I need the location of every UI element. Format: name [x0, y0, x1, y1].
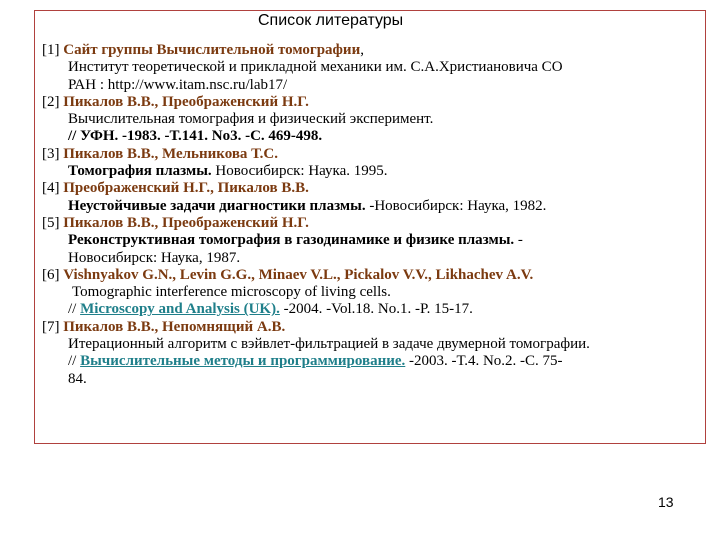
reference-line: РАН : http://www.itam.nsc.ru/lab17/	[68, 76, 288, 93]
reference-publisher: Новосибирск: Наука. 1995.	[211, 163, 388, 180]
reference-line: // УФН. -1983. -Т.141. No3. -С. 469-498.	[68, 128, 323, 145]
reference-authors-suffix: ,	[360, 42, 364, 58]
reference-authors: Преображенский Н.Г., Пикалов В.В.	[63, 180, 309, 197]
reference-authors: Пикалов В.В., Непомнящий А.В.	[63, 318, 286, 335]
reference-number: [3]	[42, 145, 60, 162]
reference-line: Вычислительная томография и физический эксперимент.	[68, 111, 434, 128]
reference-line: Итерационный алгоритм с вэйвлет-фильтрацией в задаче двумерной томографии.	[68, 336, 590, 353]
reference-number: [4]	[42, 180, 60, 197]
reference-publisher: -Новосибирск: Наука, 1982.	[365, 197, 547, 214]
reference-number: [7]	[42, 318, 60, 335]
reference-item-5	[42, 215, 702, 267]
reference-line: Новосибирск: Наука, 1987.	[68, 249, 241, 266]
journal-link[interactable]: Вычислительные методы и программирование.	[80, 353, 406, 370]
reference-item-4	[42, 180, 702, 215]
reference-publisher: -2003. -Т.4. No.2. -С. 75-	[405, 353, 563, 370]
reference-title: Неустойчивые задачи диагностики плазмы.	[68, 197, 366, 214]
reference-authors: Пикалов В.В., Преображенский Н.Г.	[63, 93, 309, 110]
reference-number: [6]	[42, 266, 60, 283]
reference-number: [5]	[42, 214, 60, 231]
reference-authors: Пикалов В.В., Преображенский Н.Г.	[63, 214, 309, 231]
reference-line: 84.	[68, 370, 87, 387]
reference-number: [2]	[42, 93, 60, 110]
reference-authors: Vishnyakov G.N., Levin G.G., Minaev V.L., Pickalov V.V., Likhachev A.V.	[63, 266, 534, 283]
reference-item-6	[42, 267, 702, 319]
reference-list	[42, 42, 702, 388]
page-title: Список литературы	[258, 12, 404, 29]
journal-link[interactable]: Microscopy and Analysis (UK).	[80, 301, 280, 318]
reference-line: Tomographic interference microscopy of living cells.	[72, 284, 391, 301]
reference-item-1	[42, 42, 702, 94]
reference-authors: Пикалов В.В., Мельникова Т.С.	[63, 145, 279, 162]
reference-item-7	[42, 319, 702, 388]
reference-publisher: -2004. -Vol.18. No.1. -P. 15-17.	[279, 301, 473, 318]
reference-authors: Сайт группы Вычислительной томографии	[63, 42, 361, 58]
reference-publisher: -	[514, 232, 523, 249]
reference-title: Томография плазмы.	[68, 163, 212, 180]
reference-journal-prefix: //	[68, 353, 81, 370]
reference-title: Реконструктивная томография в газодинамике и физике плазмы.	[68, 232, 515, 249]
reference-item-2	[42, 94, 702, 146]
page-number: 13	[658, 494, 674, 510]
reference-line: Институт теоретической и прикладной механики им. С.А.Христиановича СО	[68, 59, 563, 76]
reference-number: [1]	[42, 42, 60, 58]
reference-item-3	[42, 146, 702, 181]
reference-journal-prefix: //	[68, 301, 81, 318]
